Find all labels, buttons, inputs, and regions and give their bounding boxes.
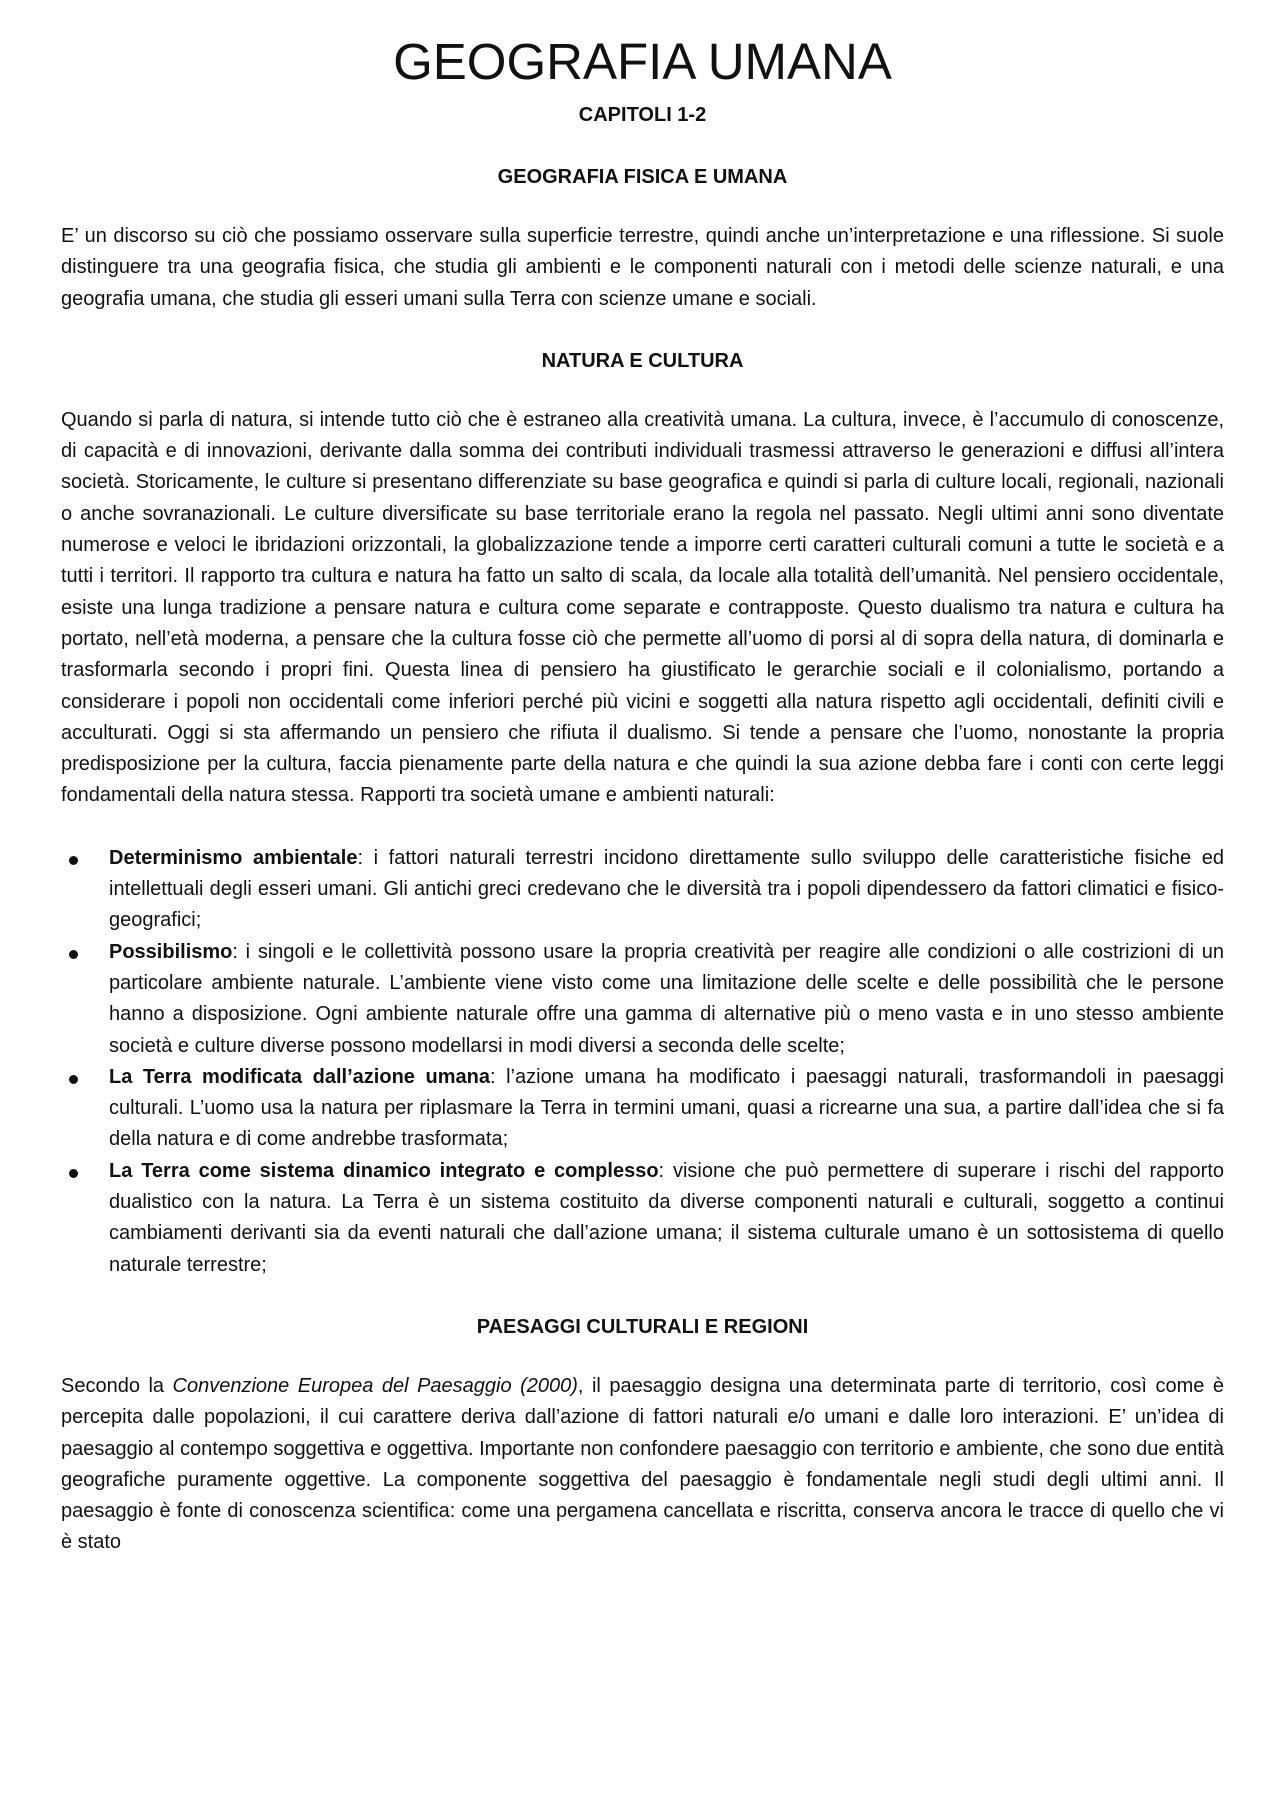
bullet-icon bbox=[69, 1169, 78, 1178]
bullet-icon bbox=[69, 856, 78, 865]
section-heading-paesaggi-culturali: PAESAGGI CULTURALI E REGIONI bbox=[476, 1315, 809, 1338]
bullet-icon bbox=[69, 950, 78, 959]
list-item-term: Possibilismo bbox=[109, 940, 233, 963]
paragraph-text-start: Secondo la bbox=[61, 1374, 173, 1397]
list-item bbox=[61, 1062, 1224, 1156]
list-item-text: : visione che può permettere di superare i rischi del rapporto dualistico con la natura. La Terra è un sistema costituito da diverse componenti naturali e culturali, soggetto a continui cambiamenti derivanti sia da eventi naturali che dall’azione umana; il sistema culturale umano è un sottosistema di quello naturale terrestre; bbox=[109, 1159, 1224, 1276]
list-item-text: : i singoli e le collettività possono usare la propria creatività per reagire alle condizioni o alle costrizioni di un particolare ambiente naturale. L’ambiente viene visto come una limitazione delle scelte e delle possibilità che le persone hanno a disposizione. Ogni ambiente naturale offre una gamma di alternative più o meno vasta e in uno stesso ambiente società e culture diverse possono modellarsi in modi diversi a seconda delle scelte; bbox=[109, 940, 1224, 1057]
list-item-term: La Terra modificata dall’azione umana bbox=[109, 1065, 490, 1088]
convention-title: Convenzione Europea del Paesaggio (2000) bbox=[172, 1374, 578, 1397]
section-heading-geografia-fisica-umana: GEOGRAFIA FISICA E UMANA bbox=[497, 166, 788, 188]
list-item-term: Determinismo ambientale bbox=[109, 846, 358, 869]
relations-list bbox=[61, 843, 1224, 1281]
section-paragraph-paesaggi-culturali bbox=[61, 1371, 1224, 1559]
document-title: GEOGRAFIA UMANA bbox=[393, 33, 892, 90]
section-paragraph-natura-cultura: Quando si parla di natura, si intende tutto ciò che è estraneo alla creatività umana. La cultura, invece, è l’accumulo di conoscenze, di capacità e di innovazioni, derivante dalla somma dei contributi individuali trasmessi attraverso le generazioni e diffusi all’intera società. Storicamente, le culture si presentano differenziate su base geografica e quindi si parla di culture locali, regionali, nazionali o anche sovranazionali. Le culture diversificate su base territoriale erano la regola nel passato. Negli ultimi anni sono diventate numerose e veloci le ibridazioni orizzontali, la globalizzazione tende a imporre certi caratteri culturali comuni a tutte le società e a tutti i territori. Il rapporto tra cultura e natura ha fatto un salto di scala, da locale alla totalità dell’umanità. Nel pensiero occidentale, esiste una lunga tradizione a pensare natura e cultura come separate e contrapposte. Questo dualismo tra natura e cultura ha portato, nell’età moderna, a pensare che la cultura fosse ciò che permette all’uomo di porsi al di sopra della natura, di dominarla e trasformarla secondo i propri fini. Questa linea di pensiero ha giustificato le gerarchie sociali e il colonialismo, portando a considerare i popoli non occidentali come inferiori perché più vicini e soggetti alla natura rispetto agli occidentali, definiti civili e acculturati. Oggi si sta affermando un pensiero che rifiuta il dualismo. Si tende a pensare che l’uomo, nonostante la propria predisposizione per la cultura, faccia pienamente parte della natura e che quindi la sua azione debba fare i conti con certe leggi fondamentali della natura stessa. Rapporti tra società umane e ambienti naturali: bbox=[61, 408, 1224, 807]
chapters-subtitle: CAPITOLI 1-2 bbox=[578, 104, 707, 126]
section-paragraph-geografia-fisica-umana: E’ un discorso su ciò che possiamo osservare sulla superficie terrestre, quindi anche un’interpretazione e una riflessione. Si suole distinguere tra una geografia fisica, che studia gli ambienti e le componenti naturali con i metodi delle scienze naturali, e una geografia umana, che studia gli esseri umani sulla Terra con scienze umane e sociali. bbox=[61, 225, 1224, 310]
list-item-text: : i fattori naturali terrestri incidono direttamente sullo sviluppo delle caratteristiche fisiche ed intellettuali degli esseri umani. Gli antichi greci credevano che le diversità tra i popoli dipendessero da fattori climatici e fisico-geografici; bbox=[109, 846, 1224, 932]
list-item bbox=[61, 1156, 1224, 1281]
paragraph-text-end: , il paesaggio designa una determinata parte di territorio, così come è percepita dalle popolazioni, il cui carattere deriva dall’azione di fattori naturali e/o umani e dalle loro interazioni. E’ un’idea di paesaggio al contempo soggettiva e oggettiva. Importante non confondere paesaggio con territorio e ambiente, che sono due entità geografiche puramente oggettive. La componente soggettiva del paesaggio è fondamentale negli studi degli ultimi anni. Il paesaggio è fonte di conoscenza scientifica: come una pergamena cancellata e riscritta, conserva ancora le tracce di quello che vi è stato bbox=[61, 1374, 1225, 1554]
list-item bbox=[61, 843, 1224, 937]
list-item-text: : l’azione umana ha modificato i paesaggi naturali, trasformandoli in paesaggi culturali. L’uomo usa la natura per riplasmare la Terra in termini umani, quasi a ricrearne una sua, a partire dall’idea che si fa della natura e di come andrebbe trasformata; bbox=[109, 1065, 1224, 1151]
bullet-icon bbox=[69, 1075, 78, 1084]
list-item bbox=[61, 937, 1224, 1062]
list-item-term: La Terra come sistema dinamico integrato e complesso bbox=[109, 1159, 659, 1182]
section-heading-natura-cultura: NATURA E CULTURA bbox=[541, 349, 744, 372]
